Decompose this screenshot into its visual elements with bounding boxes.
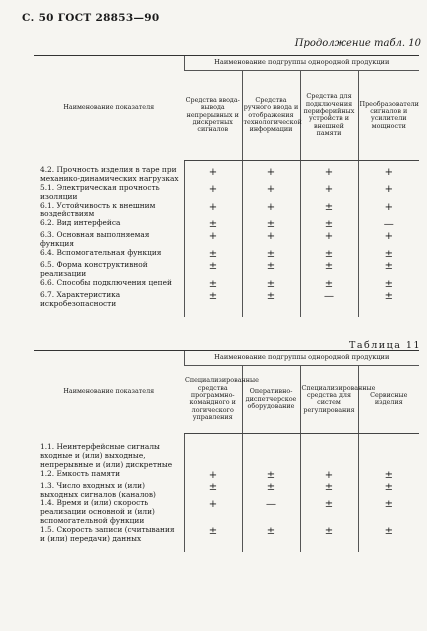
applicability-cell: [358, 184, 419, 202]
column-header: Специализированные средства программно-командного и логического управления: [184, 366, 242, 434]
applicability-mark: +: [266, 201, 276, 213]
applicability-cell: [358, 291, 419, 309]
applicability-mark: —: [266, 499, 276, 511]
applicability-cell: [300, 184, 358, 202]
applicability-cell: [184, 184, 242, 202]
applicability-mark: +: [208, 201, 218, 213]
applicability-mark: ±: [384, 481, 393, 493]
applicability-mark: ±: [324, 526, 334, 537]
applicability-cell: [242, 160, 300, 184]
applicability-cell: [242, 433, 300, 470]
applicability-cell: [242, 482, 300, 500]
applicability-cell: [184, 219, 242, 231]
applicability-mark: +: [208, 166, 218, 178]
applicability-cell: [184, 482, 242, 500]
applicability-mark: +: [324, 166, 334, 178]
indicator-name: 6.3. Основная выполняемая функция: [40, 230, 150, 249]
applicability-mark: ±: [324, 261, 334, 272]
applicability-cell: [300, 261, 358, 279]
applicability-cell: [300, 433, 358, 470]
column-header: Оперативно-диспетчерское оборудование: [242, 366, 300, 434]
spacer-cell: [184, 309, 242, 317]
indicator-name: 6.6. Способы подключения цепей: [40, 277, 172, 287]
spacer-cell: [184, 544, 242, 552]
table-body: [34, 433, 419, 552]
applicability-mark: ±: [324, 481, 334, 493]
table-row: [34, 526, 419, 544]
spacer-cell: [34, 544, 184, 552]
applicability-mark: ±: [324, 499, 334, 511]
spacer-cell: [358, 544, 419, 552]
applicability-mark: ±: [266, 481, 276, 493]
indicator-name: 4.2. Прочность изделия в таре при механико-динамических нагрузках: [40, 165, 179, 183]
applicability-mark: ±: [208, 481, 218, 493]
applicability-cell: [300, 482, 358, 500]
table-row: [34, 499, 419, 526]
applicability-mark: ±: [208, 219, 218, 231]
spacer-cell: [34, 309, 184, 317]
applicability-mark: +: [324, 231, 334, 243]
applicability-cell: [358, 231, 419, 249]
applicability-cell: [242, 499, 300, 526]
column-header: Преобразователи сигналов и усилители мощности: [358, 71, 419, 161]
indicator-name: 6.4. Вспомогательная функция: [40, 248, 162, 257]
applicability-cell: [242, 470, 300, 482]
applicability-cell: [242, 231, 300, 249]
table-body: [34, 160, 419, 317]
applicability-mark: ±: [324, 278, 334, 290]
applicability-mark: ±: [384, 290, 393, 302]
spacer-cell: [358, 309, 419, 317]
applicability-cell: [242, 261, 300, 279]
column-header: Средства ввода-вывода непрерывных и дискретных сигналов: [184, 71, 242, 161]
applicability-mark: +: [384, 231, 393, 243]
table-row: [34, 231, 419, 249]
applicability-cell: [242, 249, 300, 261]
table-spacer-row: [34, 309, 419, 317]
indicator-name: 1.5. Скорость записи (считывания и (или) передачи) данных: [40, 525, 175, 543]
applicability-mark: ±: [266, 261, 276, 272]
applicability-cell: [242, 219, 300, 231]
table-row: [34, 184, 419, 202]
indicator-name: 5.1. Электрическая прочность изоляции: [40, 182, 160, 201]
indicator-name: 1.2. Емкость памяти: [40, 468, 121, 478]
spacer-cell: [242, 544, 300, 552]
applicability-cell: [184, 279, 242, 291]
applicability-cell: [184, 160, 242, 184]
applicability-cell: [242, 526, 300, 544]
applicability-mark: ±: [208, 261, 218, 272]
applicability-mark: +: [208, 183, 218, 195]
applicability-cell: [300, 219, 358, 231]
table-row: [34, 482, 419, 500]
spacer-cell: [300, 544, 358, 552]
column-header: Средства ручного ввода и отображения технологической информации: [242, 71, 300, 161]
applicability-mark: +: [324, 183, 334, 195]
applicability-mark: ±: [266, 469, 276, 481]
applicability-cell: [242, 184, 300, 202]
applicability-mark: ±: [266, 290, 276, 302]
indicator-name: 6.2. Вид интерфейса: [40, 218, 121, 228]
applicability-cell: [300, 291, 358, 309]
applicability-mark: ±: [266, 526, 276, 537]
applicability-mark: +: [266, 183, 276, 195]
applicability-cell: [300, 279, 358, 291]
applicability-cell: [242, 291, 300, 309]
applicability-cell: [358, 470, 419, 482]
applicability-cell: [358, 219, 419, 231]
table-10-continued: [34, 55, 419, 317]
applicability-cell: [184, 291, 242, 309]
applicability-mark: +: [208, 469, 218, 481]
applicability-mark: ±: [384, 278, 393, 290]
applicability-mark: ±: [208, 278, 218, 290]
indicator-name: 6.7. Характеристика искробезопасности: [40, 289, 121, 308]
applicability-mark: ±: [266, 219, 276, 231]
table-row: [34, 261, 419, 279]
applicability-mark: ±: [384, 261, 393, 272]
table-row: [34, 202, 419, 220]
applicability-mark: ±: [266, 249, 276, 260]
applicability-cell: [358, 249, 419, 261]
applicability-mark: +: [266, 231, 276, 243]
indicator-name: 1.1. Неинтерфейсные сигналы входные и (или) выходные, непрерывные и (или) дискретные: [40, 442, 173, 469]
table-row: [34, 160, 419, 184]
page-header: С. 50 ГОСТ 28853—90: [22, 12, 160, 24]
applicability-mark: +: [384, 183, 393, 195]
column-header: Сервисные изделия: [358, 366, 419, 434]
applicability-cell: [184, 470, 242, 482]
applicability-cell: [358, 202, 419, 220]
applicability-cell: [358, 482, 419, 500]
applicability-mark: ±: [208, 290, 218, 302]
applicability-cell: [358, 160, 419, 184]
applicability-mark: ±: [384, 499, 393, 511]
applicability-cell: [358, 499, 419, 526]
indicator-name: 1.3. Число входных и (или) выходных сигналов (каналов): [40, 480, 156, 499]
column-header: Специализированные средства для систем регулирования: [300, 366, 358, 434]
applicability-cell: [300, 160, 358, 184]
applicability-cell: [184, 526, 242, 544]
spacer-cell: [300, 309, 358, 317]
table-continuation-label: Продолжение табл. 10: [294, 38, 421, 49]
applicability-cell: [358, 279, 419, 291]
applicability-cell: [300, 202, 358, 220]
applicability-cell: [358, 526, 419, 544]
applicability-cell: [358, 433, 419, 470]
product-group-header: Наименование подгруппы однородной продукции: [184, 351, 419, 366]
applicability-cell: [184, 499, 242, 526]
applicability-cell: [184, 261, 242, 279]
spacer-cell: [242, 309, 300, 317]
applicability-cell: [300, 231, 358, 249]
applicability-cell: [300, 499, 358, 526]
applicability-mark: —: [383, 219, 394, 231]
applicability-mark: ±: [324, 219, 334, 231]
table-row: [34, 470, 419, 482]
indicator-column-header: Наименование показателя: [34, 56, 184, 161]
table-11: [34, 350, 419, 552]
applicability-mark: ±: [384, 469, 393, 481]
applicability-cell: [184, 433, 242, 470]
applicability-cell: [300, 470, 358, 482]
applicability-cell: [300, 249, 358, 261]
applicability-cell: [184, 249, 242, 261]
indicator-name: 6.5. Форма конструктивной реализации: [40, 260, 148, 278]
table-row: [34, 433, 419, 470]
applicability-mark: +: [208, 499, 218, 511]
applicability-cell: [300, 526, 358, 544]
table-title: Таблица 11: [349, 340, 421, 351]
applicability-mark: ±: [208, 249, 218, 260]
applicability-mark: +: [266, 166, 276, 178]
applicability-cell: [242, 202, 300, 220]
applicability-mark: +: [384, 201, 393, 213]
applicability-mark: ±: [324, 201, 334, 213]
applicability-mark: ±: [208, 526, 218, 537]
applicability-mark: ±: [384, 249, 393, 260]
applicability-cell: [184, 231, 242, 249]
table-spacer-row: [34, 544, 419, 552]
applicability-cell: [242, 279, 300, 291]
applicability-mark: +: [384, 166, 393, 178]
indicator-name: 6.1. Устойчивость к внешним воздействиям: [40, 200, 156, 219]
applicability-mark: ±: [324, 249, 334, 260]
applicability-mark: ±: [384, 526, 393, 537]
applicability-cell: [358, 261, 419, 279]
applicability-mark: +: [324, 469, 334, 481]
table-row: [34, 279, 419, 291]
indicator-name: 1.4. Время и (или) скорость реализации основной и (или) вспомогательной функции: [40, 498, 155, 526]
applicability-mark: —: [324, 290, 334, 302]
indicator-column-header: Наименование показателя: [34, 351, 184, 434]
applicability-mark: ±: [266, 278, 276, 290]
product-group-header: Наименование подгруппы однородной продукции: [184, 56, 419, 71]
column-header: Средства для подключения периферийных устройств и внешней памяти: [300, 71, 358, 161]
applicability-cell: [184, 202, 242, 220]
table-row: [34, 291, 419, 309]
applicability-mark: +: [208, 231, 218, 243]
